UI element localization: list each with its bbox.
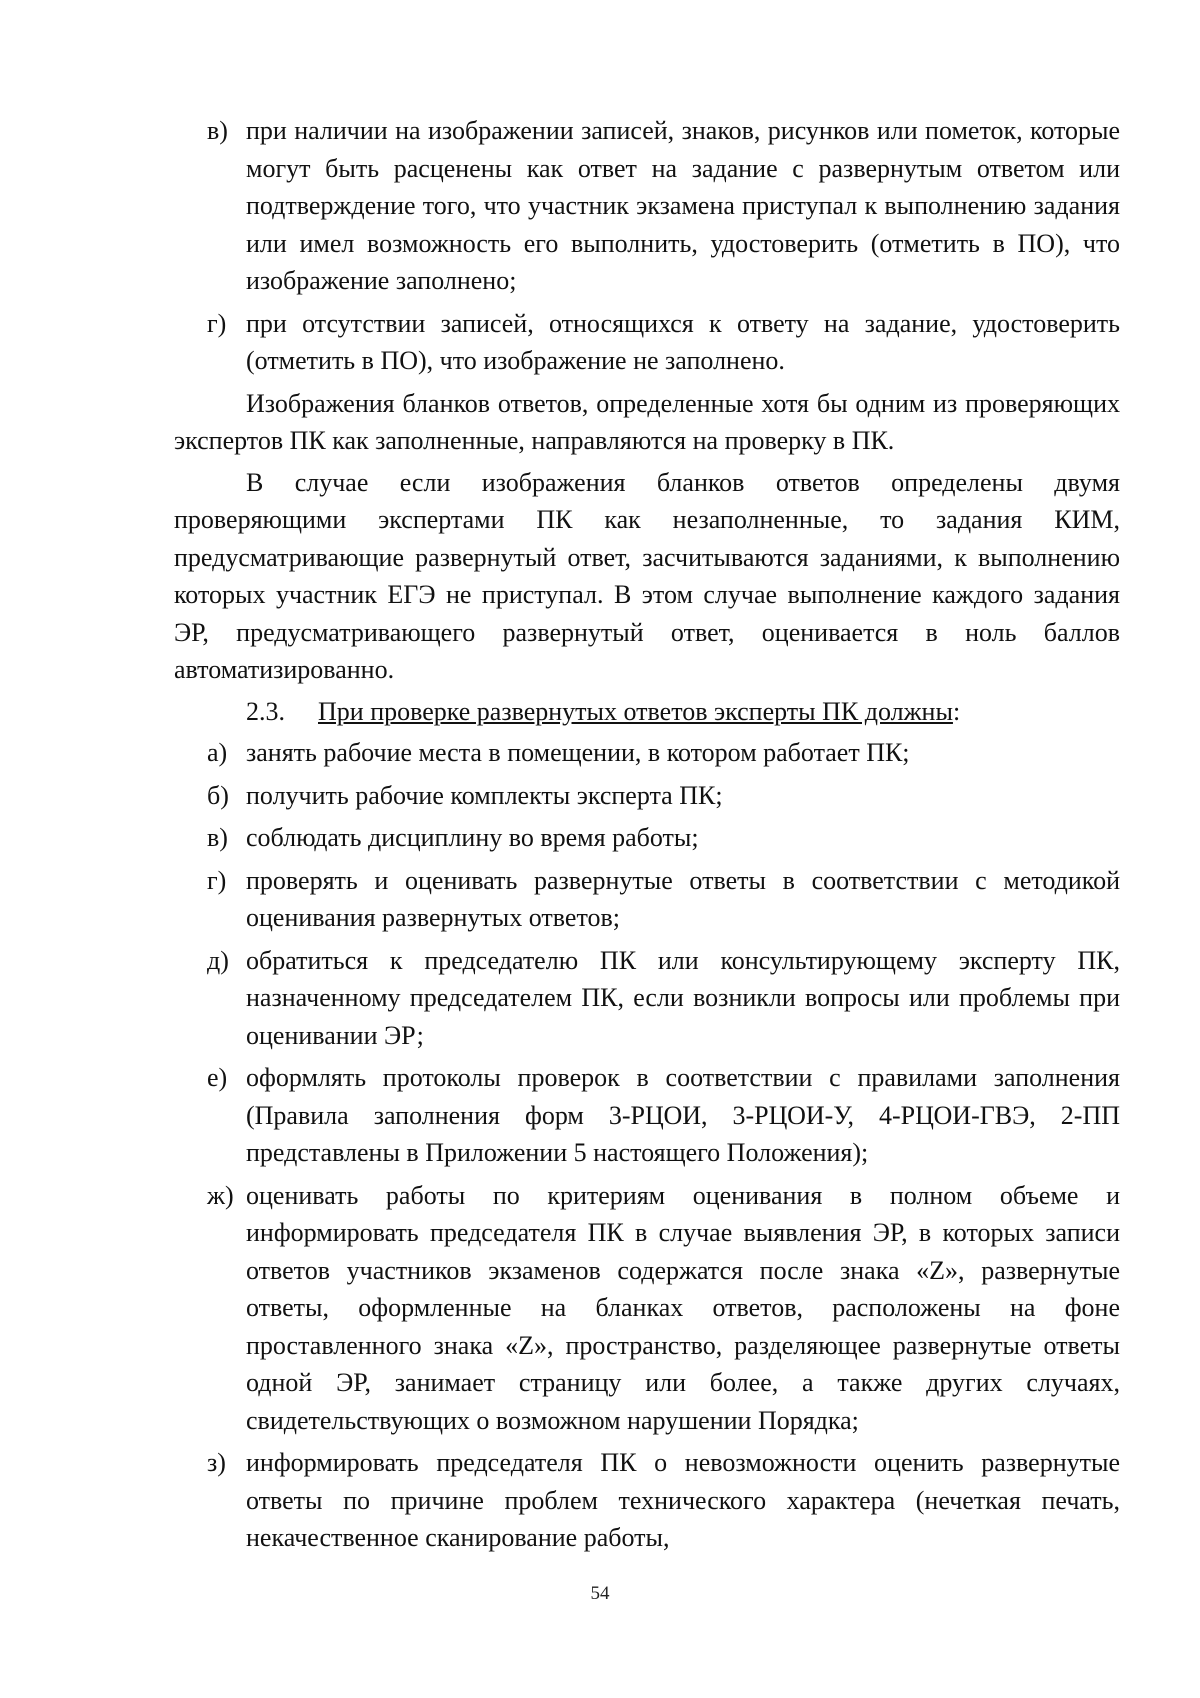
list-item-text: проверять и оценивать развернутые ответы в соответствии с методикой оценивания развернутых ответов; xyxy=(246,865,1120,932)
list-item-text: получить рабочие комплекты эксперта ПК; xyxy=(246,780,723,810)
list-marker: з) xyxy=(207,1448,226,1477)
list-item-text: информировать председателя ПК о невозможности оценить развернутые ответы по причине проблем технического характера (нечеткая печать, некачественное сканирование работы, xyxy=(246,1448,1120,1552)
list-item xyxy=(174,734,1120,772)
list-item-text: занять рабочие места в помещении, в котором работает ПК; xyxy=(246,738,910,767)
list-item xyxy=(174,777,1120,815)
list-item-text: соблюдать дисциплину во время работы; xyxy=(246,823,699,852)
page-body xyxy=(174,112,1120,1562)
section-heading xyxy=(174,693,1120,731)
section-number: 2.3. xyxy=(246,696,285,726)
list-marker: б) xyxy=(207,780,229,810)
list-item-text: при наличии на изображении записей, знаков, рисунков или пометок, которые могут быть расценены как ответ на задание с развернутым ответом или подтверждение того, что участник экзамена приступал к выполнению задания или имел возможность его выполнить, удостоверить (отметить в ПО), что изображение заполнено; xyxy=(246,116,1120,295)
list-marker: г) xyxy=(207,308,227,338)
list-item-text: при отсутствии записей, относящихся к ответу на задание, удостоверить (отметить в ПО), что изображение не заполнено. xyxy=(246,308,1120,375)
list-item xyxy=(174,862,1120,937)
list-marker: е) xyxy=(207,1063,228,1092)
list-item xyxy=(174,1444,1120,1557)
list-marker: г) xyxy=(207,865,227,895)
list-item xyxy=(174,1177,1120,1440)
page-number: 54 xyxy=(590,1583,610,1604)
list-item-text: оформлять протоколы проверок в соответствии с правилами заполнения (Правила заполнения форм 3-РЦОИ, 3-РЦОИ-У, 4-РЦОИ-ГВЭ, 2-ПП представлены в Приложении 5 настоящего Положения); xyxy=(246,1063,1120,1167)
section-title: При проверке развернутых ответов эксперты ПК должны xyxy=(318,696,953,726)
section-title-suffix: : xyxy=(952,696,961,726)
list-item xyxy=(174,112,1120,300)
list-marker: ж) xyxy=(207,1180,234,1210)
list-item-text: обратиться к председателю ПК или консультирующему эксперту ПК, назначенному председателем ПК, если возникли вопросы или проблемы при оценивании ЭР; xyxy=(246,945,1120,1050)
list-item xyxy=(174,942,1120,1055)
list-marker: а) xyxy=(207,738,228,767)
list-marker: д) xyxy=(207,945,229,975)
list-item xyxy=(174,305,1120,380)
list-marker: в) xyxy=(207,823,228,852)
list-item xyxy=(174,819,1120,857)
paragraph-unfilled-images: В случае если изображения бланков ответов определены двумя проверяющими экспертами ПК как незаполненные, то задания КИМ, предусматривающие развернутый ответ, засчитываются заданиями, к выполнению которых участник ЕГЭ не приступал. В этом случае выполнение каждого задания ЭР, предусматривающего развернутый ответ, оценивается в ноль баллов автоматизированно. xyxy=(174,467,1120,684)
list-item-text: оценивать работы по критериям оценивания в полном объеме и информировать председателя ПК в случае выявления ЭР, в которых записи ответов участников экзаменов содержатся после знака «Z», развернутые ответы, оформленные на бланках ответов, расположены на фоне проставленного знака «Z», пространство, разделяющее развернутые ответы одной ЭР, занимает страницу или более, а также других случаях, свидетельствующих о возможном нарушении Порядка; xyxy=(246,1180,1120,1435)
paragraph-filled-images: Изображения бланков ответов, определенные хотя бы одним из проверяющих экспертов ПК как заполненные, направляются на проверку в ПК. xyxy=(174,388,1120,455)
list-marker: в) xyxy=(207,116,228,145)
list-item xyxy=(174,1059,1120,1172)
